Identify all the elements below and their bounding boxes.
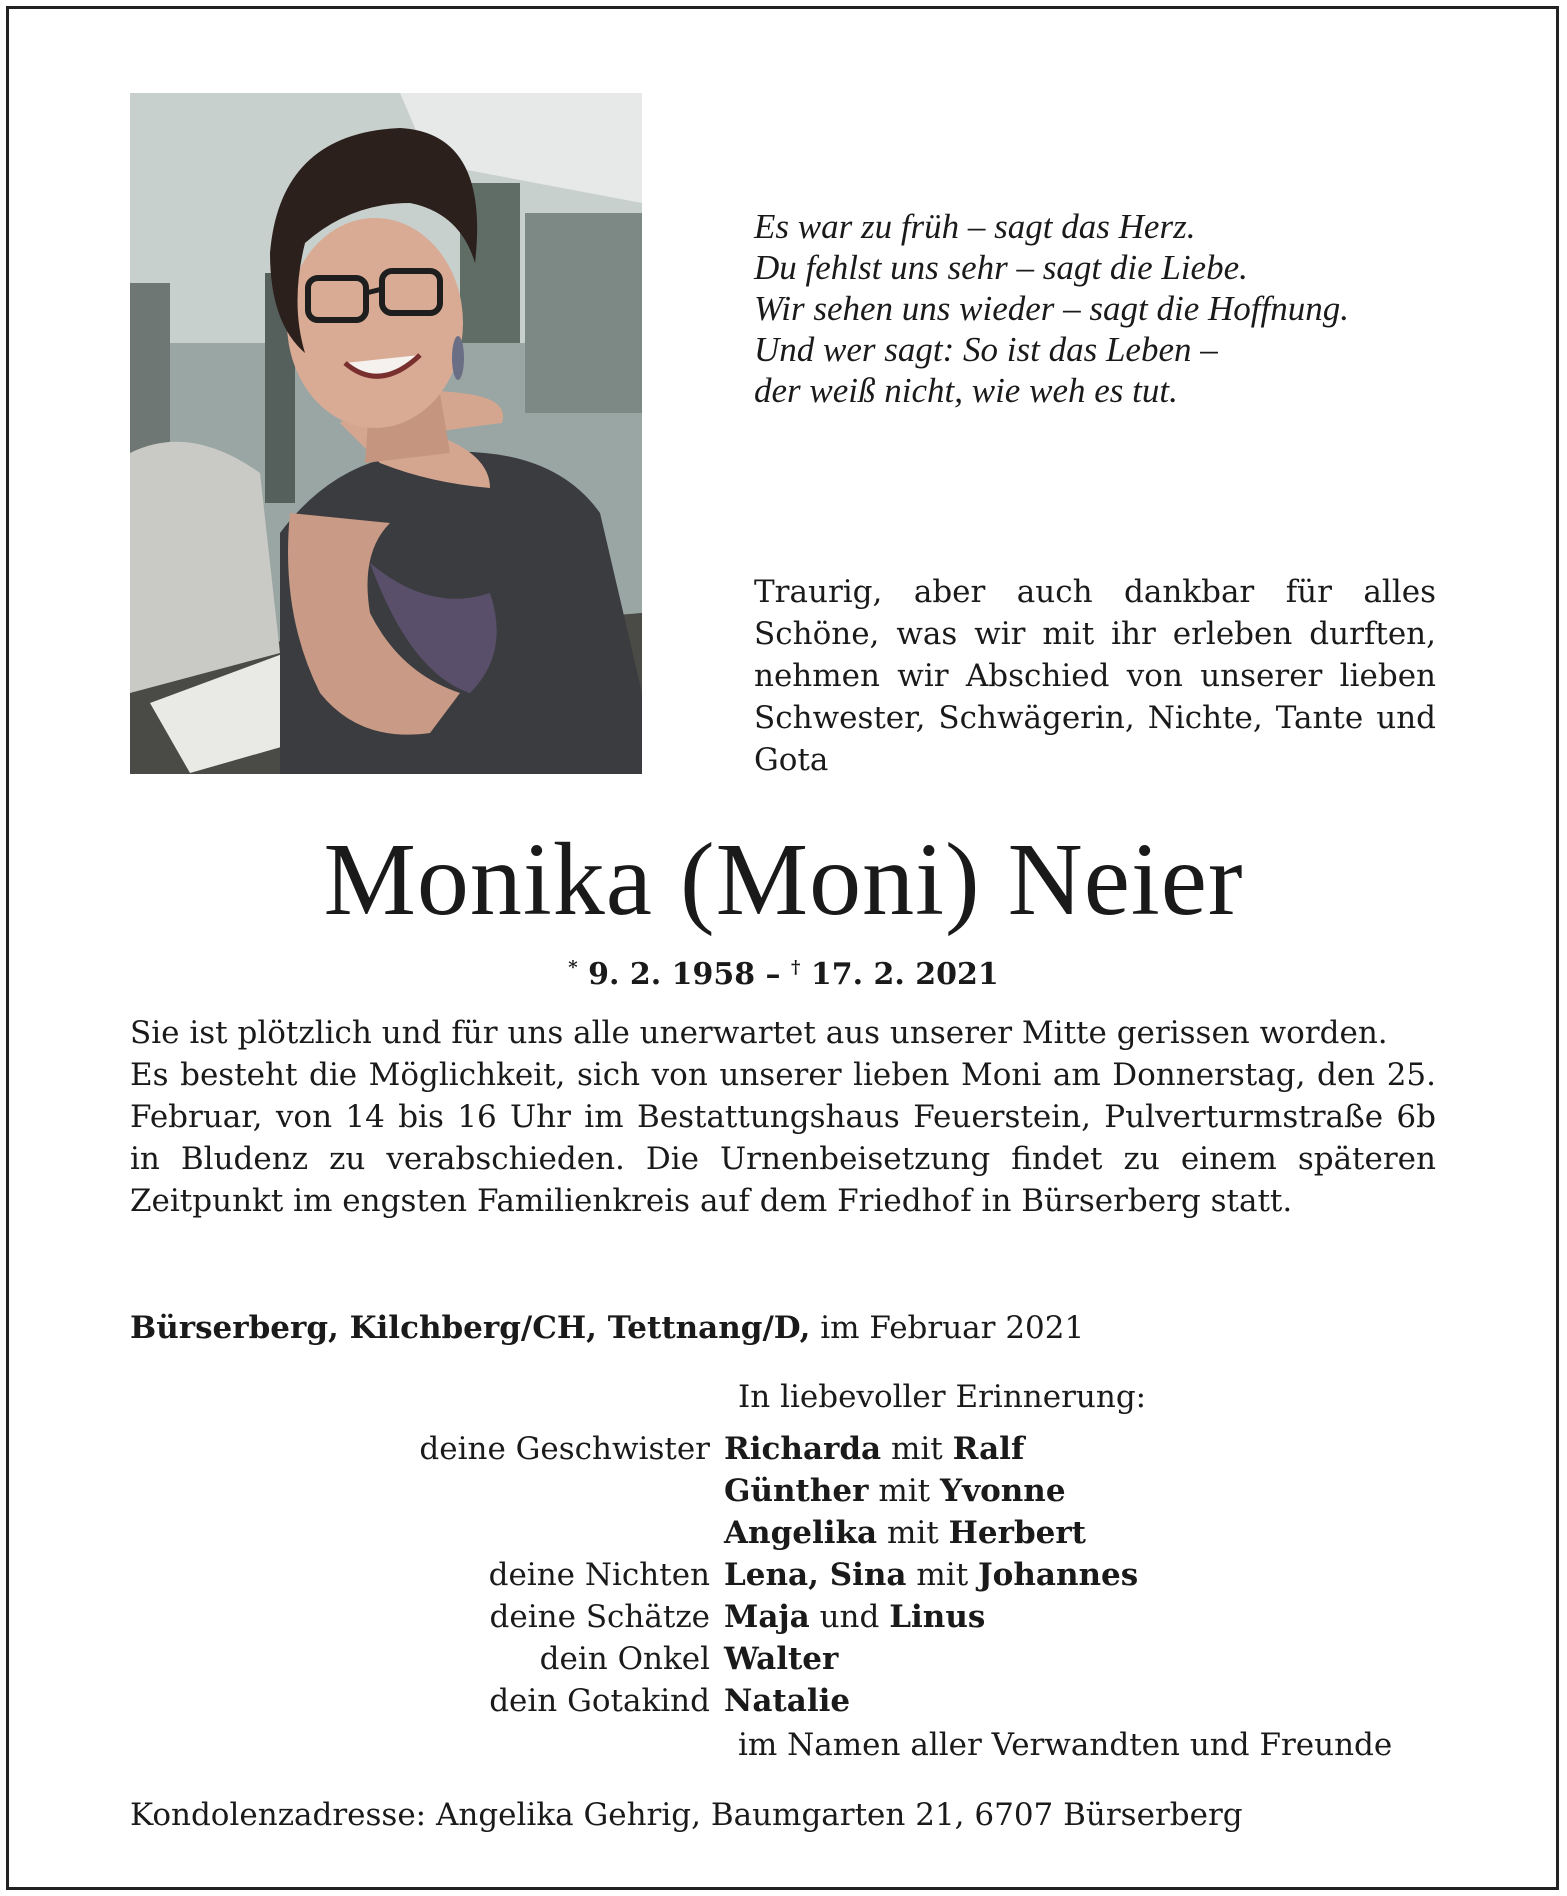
notice-body — [130, 1012, 1436, 1222]
family-join: mit — [906, 1557, 979, 1593]
family-names — [724, 1680, 850, 1722]
portrait-photo — [130, 93, 642, 774]
relation-label — [130, 1470, 724, 1512]
relation-label — [130, 1512, 724, 1554]
deceased-name: Monika (Moni) Neier — [323, 822, 1244, 937]
family-row — [130, 1512, 1436, 1554]
family-row — [130, 1638, 1436, 1680]
death-date: 17. 2. 2021 — [810, 957, 999, 992]
relation-label: deine Geschwister — [419, 1431, 710, 1467]
family-list — [130, 1428, 1436, 1722]
life-dates — [0, 948, 1567, 995]
family-names — [724, 1428, 1024, 1470]
family-name: Lena, Sina — [724, 1557, 907, 1593]
body-paragraph: Es besteht die Möglichkeit, sich von unserer lieben Moni am Donnerstag, den 25. Februar, von 14 bis 16 Uhr im Bestattungshaus Feuerstein, Pulverturmstraße 6b in Bludenz zu verabschieden. Die Urnenbeisetzung findet zu einem späteren Zeitpunkt im engsten Familienkreis auf dem Friedhof in Bürserberg statt. — [130, 1057, 1436, 1219]
condolence-address: Kondolenzadresse: Angelika Gehrig, Baumgarten 21, 6707 Bürserberg — [130, 1797, 1243, 1833]
family-name: Ralf — [952, 1431, 1025, 1467]
poem-line: Es war zu früh – sagt das Herz. — [754, 207, 1196, 246]
family-names — [724, 1554, 1138, 1596]
relation-label: deine Nichten — [488, 1557, 710, 1593]
poem — [754, 206, 1454, 411]
poem-line: Du fehlst uns sehr – sagt die Liebe. — [754, 248, 1248, 287]
family-names — [724, 1596, 985, 1638]
family-names — [724, 1512, 1086, 1554]
date-separator: – — [755, 957, 791, 992]
relation-label: dein Onkel — [539, 1641, 710, 1677]
signoff: In liebevoller Erinnerung: — [738, 1379, 1147, 1415]
poem-line: Und wer sagt: So ist das Leben – — [754, 330, 1218, 369]
relation-label: dein Gotakind — [489, 1683, 710, 1719]
birth-date: 9. 2. 1958 — [588, 957, 756, 992]
family-names — [724, 1470, 1066, 1512]
family-name: Natalie — [724, 1683, 851, 1719]
family-join: mit — [877, 1515, 949, 1551]
closing-line: im Namen aller Verwandten und Freunde — [738, 1727, 1393, 1763]
family-row — [130, 1680, 1436, 1722]
poem-line: der weiß nicht, wie weh es tut. — [754, 371, 1178, 410]
family-name: Walter — [724, 1641, 839, 1677]
family-join: und — [809, 1599, 890, 1635]
family-name: Yvonne — [939, 1473, 1066, 1509]
family-row — [130, 1596, 1436, 1638]
intro-text: Traurig, aber auch dankbar für alles Schöne, was wir mit ihr erleben durften, nehmen wir Abschied von unserer lieben Schwester, Schwägerin, Nichte, Tante und Gota — [754, 574, 1436, 778]
body-paragraph: Sie ist plötzlich und für uns alle unerwartet aus unserer Mitte gerissen worden. — [130, 1015, 1388, 1051]
poem-line: Wir sehen uns wieder – sagt die Hoffnung. — [754, 289, 1349, 328]
death-symbol: † — [791, 957, 801, 978]
family-name: Günther — [724, 1473, 869, 1509]
place-date-line — [130, 1307, 1436, 1349]
family-name: Angelika — [724, 1515, 878, 1551]
family-name: Linus — [889, 1599, 986, 1635]
birth-symbol: * — [568, 957, 578, 978]
family-name: Richarda — [724, 1431, 882, 1467]
family-name: Herbert — [948, 1515, 1086, 1551]
family-join: mit — [868, 1473, 940, 1509]
family-row — [130, 1470, 1436, 1512]
relation-label: deine Schätze — [489, 1599, 710, 1635]
family-join: mit — [881, 1431, 953, 1467]
family-row — [130, 1554, 1436, 1596]
family-names — [724, 1638, 838, 1680]
family-row — [130, 1428, 1436, 1470]
family-name: Johannes — [978, 1557, 1139, 1593]
places: Bürserberg, Kilchberg/CH, Tettnang/D, — [130, 1310, 811, 1346]
family-name: Maja — [724, 1599, 810, 1635]
month-year: im Februar 2021 — [810, 1310, 1085, 1346]
